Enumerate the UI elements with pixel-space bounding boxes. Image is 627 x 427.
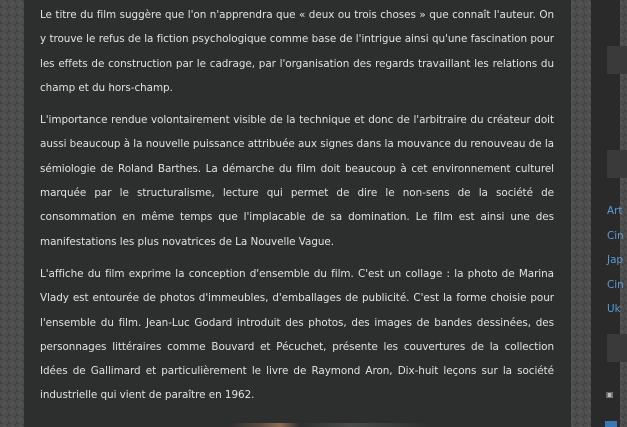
article-paragraph-3: L'affiche du film exprime la conception d'ensemble du film. C'est un collage : la photo de Marina Vlady est entourée de photos d'immeubles, d'emballages de publicité. C'est la forme choisie pour l'ensemble du film. Jean-Luc Godard introduit des photos, des images de bandes dessinées, des personnages littéraires comme Bouvard et Pécuchet, présente les couvertures de la collection Idées de Gallimard et particulièrement le livre de Raymond Aron, Dix-huit leçons sur la société industrielle qui vient de paraître en 1962.	[40, 267, 554, 402]
category-link[interactable]: Art	[607, 205, 623, 217]
category-link[interactable]: Jap	[607, 254, 624, 266]
calendar-icon: ▣	[606, 390, 614, 399]
sidebar-widget-box	[607, 46, 627, 74]
article-paragraph-2: L'importance rendue volontairement visible de la technique et donc de l'arbitraire du créateur doit aussi beaucoup à la nouvelle puissance attribuée aux signes dans la mouvance du renouveau de la sémiologie de Roland Barthes. La démarche du film doit beaucoup à cet environnement culturel marquée par le structuralisme, lecture qui permet de dire le non-sens de la société de consommation en même temps que l'implacable de sa domination. Le film est ainsi une des manifestations les plus novatrices de La Nouvelle Vague.	[40, 114, 554, 248]
sidebar-widget-box	[607, 334, 627, 362]
sidebar-widget-box	[607, 150, 627, 178]
category-link[interactable]: Cin	[607, 278, 624, 291]
category-link[interactable]: Uk	[607, 303, 621, 315]
post-date	[606, 389, 614, 401]
sidebar-link-fragment[interactable]	[605, 421, 617, 427]
film-poster-image	[230, 423, 430, 427]
article-content	[24, 0, 571, 427]
category-link[interactable]: Cin	[607, 229, 624, 242]
sidebar	[591, 0, 624, 427]
article-body	[40, 3, 554, 416]
article-paragraph-1: Le titre du film suggère que l'on n'apprendra que « deux ou trois choses » que connaît l'auteur. On y trouve le refus de la fiction psychologique comme base de l'intrigue ainsi qu'une fascination pour les effets de construction par le cadrage, par l'organisation des regards travaillant les relations du champ et du hors-champ.	[40, 9, 554, 94]
category-list	[607, 199, 624, 322]
